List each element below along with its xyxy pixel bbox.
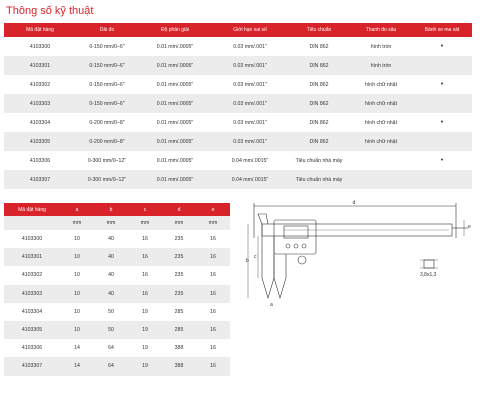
spec-header-order-no: Mã đặt hàng bbox=[4, 23, 76, 37]
spec-table-cell: 0-200 mm/0–8" bbox=[76, 113, 138, 132]
dim-table-cell: 40 bbox=[94, 230, 128, 248]
dim-header-b: b bbox=[94, 203, 128, 216]
spec-header-depth-rod: Thanh đo sâu bbox=[350, 23, 412, 37]
dim-units-row bbox=[4, 216, 230, 230]
fixed-jaw bbox=[262, 224, 274, 298]
dim-header-d: d bbox=[162, 203, 196, 216]
spec-table-cell bbox=[412, 94, 472, 113]
dim-table-cell: 235 bbox=[162, 285, 196, 303]
spec-table-cell: 0.03 mm/.001" bbox=[212, 56, 288, 75]
spec-table-cell: 0.01 mm/.0005" bbox=[138, 56, 212, 75]
spec-table-row bbox=[4, 132, 472, 151]
dim-table-cell: 285 bbox=[162, 321, 196, 339]
spec-table-cell: 0.03 mm/.001" bbox=[212, 94, 288, 113]
spec-table-cell bbox=[412, 56, 472, 75]
dim-table-cell: 40 bbox=[94, 266, 128, 284]
dim-header-c: c bbox=[128, 203, 162, 216]
dim-table-row bbox=[4, 321, 230, 339]
spec-table-cell: 0.01 mm/.0005" bbox=[138, 113, 212, 132]
spec-table-row bbox=[4, 75, 472, 94]
spec-table-cell: 4103300 bbox=[4, 37, 76, 56]
dim-table-cell: 10 bbox=[60, 248, 94, 266]
spec-table-cell: DIN 862 bbox=[288, 37, 350, 56]
dim-table-cell: 19 bbox=[128, 321, 162, 339]
dim-label-d: d bbox=[352, 200, 356, 206]
spec-table-cell bbox=[412, 132, 472, 151]
dim-header-row bbox=[4, 203, 230, 216]
spec-table-cell: Tiêu chuẩn nhà máy bbox=[288, 170, 350, 189]
dim-table-cell: 14 bbox=[60, 339, 94, 357]
spec-table-cell: • bbox=[412, 113, 472, 132]
dim-table-cell: 16 bbox=[196, 285, 230, 303]
spec-table-cell: 4103306 bbox=[4, 151, 76, 170]
spec-table-cell bbox=[350, 151, 412, 170]
dimension-table bbox=[4, 203, 230, 376]
spec-table-cell: 4103304 bbox=[4, 113, 76, 132]
dim-table-cell: 40 bbox=[94, 248, 128, 266]
spec-header-friction-wheel: Bánh xe ma sát bbox=[412, 23, 472, 37]
dim-table-row bbox=[4, 339, 230, 357]
spec-table-cell: 0-300 mm/0–12" bbox=[76, 151, 138, 170]
spec-table-cell: 0.01 mm/.0005" bbox=[138, 94, 212, 113]
dim-table-cell: 14 bbox=[60, 357, 94, 375]
dim-table-cell: 4103301 bbox=[4, 248, 60, 266]
dim-table-cell: 16 bbox=[196, 248, 230, 266]
dim-table-cell: 235 bbox=[162, 248, 196, 266]
dim-table-row bbox=[4, 230, 230, 248]
spec-header-row bbox=[4, 23, 472, 37]
spec-table-row bbox=[4, 37, 472, 56]
dim-label-a: a bbox=[270, 302, 273, 308]
page-title: Thông số kỹ thuật bbox=[6, 5, 94, 17]
spec-table-cell: DIN 862 bbox=[288, 56, 350, 75]
dim-table-cell: 64 bbox=[94, 357, 128, 375]
dim-table-cell: 10 bbox=[60, 321, 94, 339]
dim-table-cell: 16 bbox=[196, 230, 230, 248]
dim-table-row bbox=[4, 303, 230, 321]
dim-table-row bbox=[4, 266, 230, 284]
dim-table-cell: 19 bbox=[128, 303, 162, 321]
dim-label-small: 3,8x1,3 bbox=[420, 272, 437, 278]
dim-table-cell: 40 bbox=[94, 285, 128, 303]
spec-table-cell: 0.01 mm/.0005" bbox=[138, 75, 212, 94]
dim-table-cell: 16 bbox=[128, 285, 162, 303]
fixed-upper-jaw bbox=[258, 214, 268, 224]
spec-table-cell: DIN 862 bbox=[288, 94, 350, 113]
dim-unit-cell: mm bbox=[196, 216, 230, 230]
spec-table-cell: 4103305 bbox=[4, 132, 76, 151]
spec-table-cell: 0-150 mm/0–6" bbox=[76, 75, 138, 94]
dim-table-cell: 16 bbox=[128, 248, 162, 266]
spec-table-cell: • bbox=[412, 75, 472, 94]
spec-table-row bbox=[4, 170, 472, 189]
dim-table-row bbox=[4, 248, 230, 266]
dim-unit-cell: mm bbox=[60, 216, 94, 230]
spec-table-cell: 0-200 mm/0–8" bbox=[76, 132, 138, 151]
dim-table-cell: 4103306 bbox=[4, 339, 60, 357]
dim-table-cell: 4103307 bbox=[4, 357, 60, 375]
dim-header-a: a bbox=[60, 203, 94, 216]
spec-table-cell: 0-150 mm/0–6" bbox=[76, 37, 138, 56]
dim-table-cell: 235 bbox=[162, 266, 196, 284]
spec-table-cell: hình tròn bbox=[350, 56, 412, 75]
dim-label-e: e bbox=[468, 224, 471, 230]
spec-table-cell: 0.01 mm/.0005" bbox=[138, 132, 212, 151]
spec-table bbox=[4, 23, 472, 189]
dim-table-cell: 4103300 bbox=[4, 230, 60, 248]
dim-table-cell: 64 bbox=[94, 339, 128, 357]
dim-table-cell: 16 bbox=[196, 321, 230, 339]
spec-table-cell: 0.03 mm/.001" bbox=[212, 37, 288, 56]
dim-table-cell: 235 bbox=[162, 230, 196, 248]
dim-table-cell: 16 bbox=[196, 339, 230, 357]
spec-table-cell: hình chữ nhật bbox=[350, 75, 412, 94]
spec-table-cell: 0.03 mm/.001" bbox=[212, 75, 288, 94]
spec-table-cell: 0.04 mm/.0015" bbox=[212, 170, 288, 189]
spec-table-cell: DIN 862 bbox=[288, 75, 350, 94]
dim-header-e: e bbox=[196, 203, 230, 216]
dim-table-cell: 4103303 bbox=[4, 285, 60, 303]
dim-table-cell: 388 bbox=[162, 339, 196, 357]
spec-table-cell: hình chữ nhật bbox=[350, 132, 412, 151]
dim-unit-cell: mm bbox=[94, 216, 128, 230]
button-icon bbox=[294, 244, 298, 248]
spec-table-cell: 4103303 bbox=[4, 94, 76, 113]
spec-table-cell: 0.04 mm/.0015" bbox=[212, 151, 288, 170]
dim-table-cell: 19 bbox=[128, 339, 162, 357]
dim-table-cell: 16 bbox=[128, 230, 162, 248]
thumb-wheel bbox=[298, 256, 306, 264]
spec-table-cell: 4103301 bbox=[4, 56, 76, 75]
button-icon bbox=[302, 244, 306, 248]
caliper-dimension-drawing bbox=[244, 198, 476, 318]
spec-table-row bbox=[4, 113, 472, 132]
dim-table-cell: 285 bbox=[162, 303, 196, 321]
spec-table-cell: 4103302 bbox=[4, 75, 76, 94]
spec-table-cell: • bbox=[412, 151, 472, 170]
dim-table-cell: 4103305 bbox=[4, 321, 60, 339]
slider-head bbox=[274, 220, 316, 254]
spec-table-cell: 4103307 bbox=[4, 170, 76, 189]
dim-table-cell: 50 bbox=[94, 303, 128, 321]
spec-table-cell: • bbox=[412, 37, 472, 56]
dim-table-cell: 16 bbox=[196, 303, 230, 321]
dim-label-b: b bbox=[246, 258, 249, 264]
spec-table-cell bbox=[350, 170, 412, 189]
dim-table-row bbox=[4, 357, 230, 375]
dim-table-cell: 19 bbox=[128, 357, 162, 375]
dim-table-cell: 10 bbox=[60, 285, 94, 303]
spec-table-cell: hình tròn bbox=[350, 37, 412, 56]
spec-table-row bbox=[4, 151, 472, 170]
dim-table-cell: 4103304 bbox=[4, 303, 60, 321]
dim-table-cell: 388 bbox=[162, 357, 196, 375]
spec-table-cell bbox=[412, 170, 472, 189]
spec-table-cell: 0.01 mm/.0005" bbox=[138, 37, 212, 56]
spec-table-cell: DIN 862 bbox=[288, 132, 350, 151]
dim-table-cell: 50 bbox=[94, 321, 128, 339]
dim-header-order-no: Mã đặt hàng bbox=[4, 203, 60, 216]
dim-table-cell: 10 bbox=[60, 266, 94, 284]
spec-table-cell: 0.03 mm/.001" bbox=[212, 132, 288, 151]
dim-label-c: c bbox=[254, 254, 257, 260]
spec-table-cell: Tiêu chuẩn nhà máy bbox=[288, 151, 350, 170]
spec-table-cell: 0.01 mm/.0005" bbox=[138, 170, 212, 189]
dim-table-cell: 10 bbox=[60, 303, 94, 321]
spec-header-range: Dải đo bbox=[76, 23, 138, 37]
dim-table-cell: 16 bbox=[128, 266, 162, 284]
spec-table-cell: 0-150 mm/0–6" bbox=[76, 94, 138, 113]
spec-table-cell: hình chữ nhật bbox=[350, 94, 412, 113]
spec-header-error-limit: Giới hạn sai số bbox=[212, 23, 288, 37]
dim-unit-cell: mm bbox=[128, 216, 162, 230]
spec-header-resolution: Độ phân giải bbox=[138, 23, 212, 37]
spec-header-standard: Tiêu chuẩn bbox=[288, 23, 350, 37]
button-icon bbox=[286, 244, 290, 248]
dim-table-cell: 16 bbox=[196, 266, 230, 284]
dim-unit-cell bbox=[4, 216, 60, 230]
dim-table-row bbox=[4, 285, 230, 303]
dim-table-cell: 10 bbox=[60, 230, 94, 248]
dim-unit-cell: mm bbox=[162, 216, 196, 230]
spec-table-row bbox=[4, 56, 472, 75]
sliding-jaw bbox=[274, 254, 286, 298]
spec-table-cell: DIN 862 bbox=[288, 113, 350, 132]
dim-table-cell: 4103302 bbox=[4, 266, 60, 284]
spec-table-cell: 0.03 mm/.001" bbox=[212, 113, 288, 132]
dim-table-cell: 16 bbox=[196, 357, 230, 375]
spec-table-cell: 0.01 mm/.0005" bbox=[138, 151, 212, 170]
spec-table-cell: hình chữ nhật bbox=[350, 113, 412, 132]
spec-table-cell: 0-150 mm/0–6" bbox=[76, 56, 138, 75]
spec-table-row bbox=[4, 94, 472, 113]
spec-table-cell: 0-300 mm/0–12" bbox=[76, 170, 138, 189]
rod-section-detail bbox=[424, 260, 434, 268]
